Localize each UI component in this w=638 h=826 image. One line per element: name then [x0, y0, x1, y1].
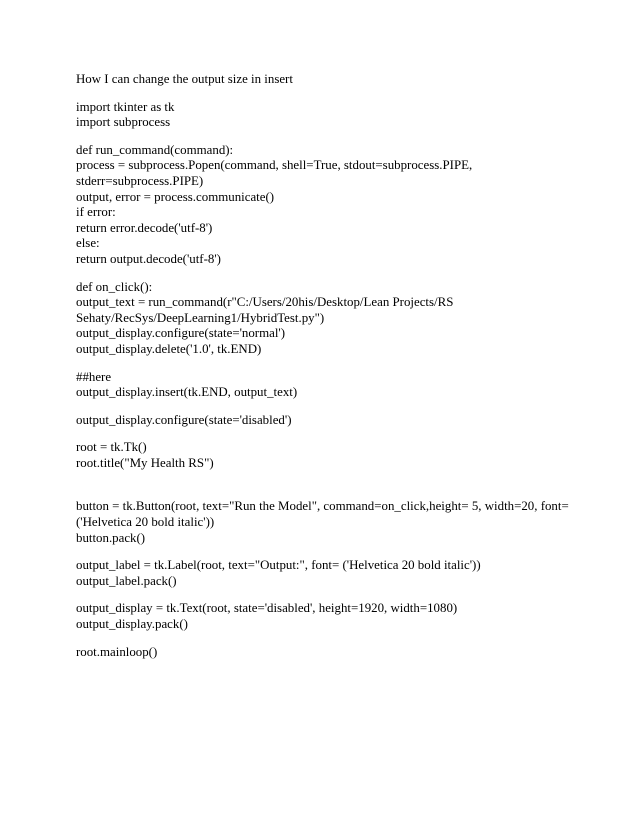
- text-line: root.mainloop(): [76, 644, 158, 659]
- document-body: [76, 72, 576, 672]
- paragraph-imports: [76, 100, 576, 131]
- paragraph-insert: [76, 370, 576, 401]
- text-line: output_display.delete('1.0', tk.END): [76, 341, 262, 356]
- text-line: How I can change the output size in insert: [76, 72, 293, 86]
- text-line: Sehaty/RecSys/DeepLearning1/HybridTest.py"): [76, 310, 325, 325]
- text-line: button = tk.Button(root, text="Run the Model", command=on_click,height= 5, width=20, font=: [76, 499, 569, 514]
- text-line: output_label = tk.Label(root, text="Output:", font= ('Helvetica 20 bold italic')): [76, 558, 481, 573]
- text-line: process = subprocess.Popen(command, shell=True, stdout=subprocess.PIPE,: [76, 158, 473, 173]
- text-line: def on_click():: [76, 279, 153, 294]
- text-line: return error.decode('utf-8'): [76, 220, 213, 235]
- text-line: output, error = process.communicate(): [76, 189, 275, 204]
- text-line: output_display.configure(state='normal'): [76, 326, 286, 341]
- paragraph-text-widget: [76, 601, 576, 632]
- text-line: ('Helvetica 20 bold italic')): [76, 515, 215, 530]
- text-line: output_display.pack(): [76, 617, 188, 632]
- text-line: button.pack(): [76, 530, 146, 545]
- text-line: import tkinter as tk: [76, 99, 175, 114]
- paragraph-run-command: [76, 143, 576, 268]
- text-line: import subprocess: [76, 115, 171, 130]
- text-line: output_display.configure(state='disabled'): [76, 412, 292, 427]
- paragraph-mainloop: [76, 645, 576, 661]
- text-line: else:: [76, 236, 100, 251]
- text-line: output_display.insert(tk.END, output_text): [76, 385, 298, 400]
- text-line: root = tk.Tk(): [76, 440, 147, 455]
- text-line: output_display = tk.Text(root, state='disabled', height=1920, width=1080): [76, 601, 458, 616]
- paragraph-root: [76, 440, 576, 471]
- text-line: if error:: [76, 205, 116, 220]
- paragraph-configure: [76, 413, 576, 429]
- text-line: output_label.pack(): [76, 573, 177, 588]
- text-line: output_text = run_command(r"C:/Users/20his/Desktop/Lean Projects/RS: [76, 295, 454, 310]
- paragraph-question: [76, 72, 576, 88]
- text-line: ##here: [76, 369, 112, 384]
- paragraph-label: [76, 558, 576, 589]
- text-line: root.title("My Health RS"): [76, 455, 214, 470]
- paragraph-on-click: [76, 280, 576, 358]
- text-line: stderr=subprocess.PIPE): [76, 173, 204, 188]
- paragraph-button: [76, 499, 576, 546]
- text-line: def run_command(command):: [76, 142, 234, 157]
- text-line: return output.decode('utf-8'): [76, 251, 221, 266]
